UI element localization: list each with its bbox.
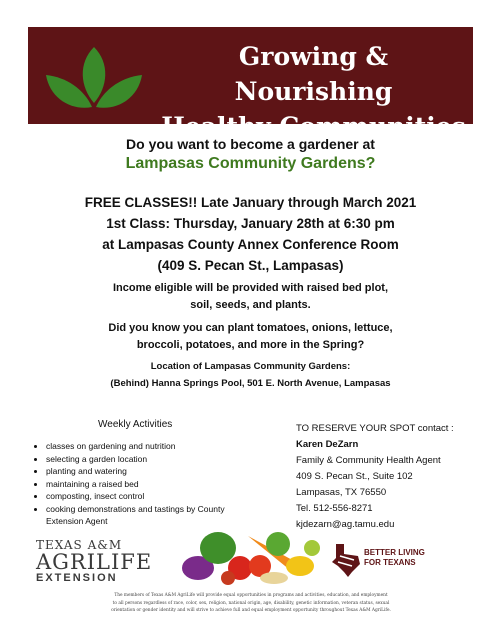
leaf-logo-icon	[38, 41, 150, 121]
banner-title	[156, 39, 471, 144]
contact-heading: TO RESERVE YOUR SPOT contact :	[296, 423, 454, 434]
class-info-line1: FREE CLASSES!! Late January through March 2021	[84, 195, 417, 210]
income-paragraph	[0, 280, 501, 314]
footer-line2: to all persons regardless of race, color, sex, religion, national origin, age, disability, genetic information, veteran status, sexual	[112, 600, 390, 606]
location-paragraph	[0, 358, 501, 392]
class-info-line3: at Lampasas County Annex Conference Room	[102, 237, 399, 252]
contact-block	[296, 421, 454, 533]
list-item: • planting and watering	[46, 465, 256, 478]
title-banner	[28, 27, 473, 141]
weekly-activities-list	[30, 440, 256, 528]
did-you-know-paragraph	[0, 320, 501, 354]
contact-address1: 409 S. Pecan St., Suite 102	[296, 471, 413, 482]
contact-email[interactable]: kjdezarn@ag.tamu.edu	[296, 519, 395, 530]
intro-question: Do you want to become a gardener at	[126, 136, 375, 152]
contact-name: Karen DeZarn	[296, 439, 359, 450]
equal-opportunity-footer	[62, 592, 440, 615]
garden-name: Lampasas Community Gardens?	[125, 155, 376, 172]
contact-phone[interactable]: Tel. 512-556-8271	[296, 503, 373, 514]
footer-line1: The members of Texas A&M AgriLife will provide equal opportunities in programs and activities, education, and employment	[114, 593, 388, 598]
list-item: • classes on gardening and nutrition	[46, 440, 256, 453]
agrilife-logo-line1: TEXAS A&M	[36, 538, 123, 552]
weekly-activities-title: Weekly Activities	[98, 419, 173, 430]
list-item: • selecting a garden location	[46, 453, 256, 466]
agrilife-logo-line2: AGRILIFE	[36, 550, 153, 574]
class-info-line2: 1st Class: Thursday, January 28th at 6:30 pm	[106, 216, 395, 231]
class-info	[0, 192, 501, 276]
better-living-line2: FOR TEXANS	[364, 558, 416, 567]
better-living-logo	[330, 540, 470, 580]
location-line2: (Behind) Hanna Springs Pool, 501 E. North Avenue, Lampasas	[110, 378, 391, 389]
location-line1: Location of Lampasas Community Gardens:	[150, 361, 351, 372]
better-living-line1: BETTER LIVING	[364, 548, 425, 557]
vegetables-image	[178, 522, 322, 586]
texas-map-icon	[330, 542, 362, 578]
list-item: • cooking demonstrations and tastings by County Extension Agent	[46, 503, 256, 528]
banner-title-line2: Healthy Communities	[161, 112, 466, 141]
did-you-know-line2: broccoli, potatoes, and more in the Spring?	[136, 339, 365, 351]
banner-title-line1: Growing & Nourishing	[234, 42, 393, 106]
did-you-know-line1: Did you know you can plant tomatoes, onions, lettuce,	[108, 322, 393, 334]
contact-address2: Lampasas, TX 76550	[296, 487, 387, 498]
footer-line3: orientation or gender identity and will strive to achieve full and equal employment opportunity throughout Texas A&M AgriLife.	[111, 608, 391, 613]
agrilife-logo	[36, 538, 153, 584]
better-living-text	[364, 548, 425, 568]
list-item: • composting, insect control	[46, 490, 256, 503]
agrilife-logo-line3: EXTENSION	[36, 572, 118, 584]
income-line2: soil, seeds, and plants.	[190, 299, 311, 311]
class-info-line4: (409 S. Pecan St., Lampasas)	[157, 258, 344, 273]
contact-title: Family & Community Health Agent	[296, 455, 441, 466]
list-item: • maintaining a raised bed	[46, 478, 256, 491]
income-line1: Income eligible will be provided with raised bed plot,	[112, 282, 389, 294]
